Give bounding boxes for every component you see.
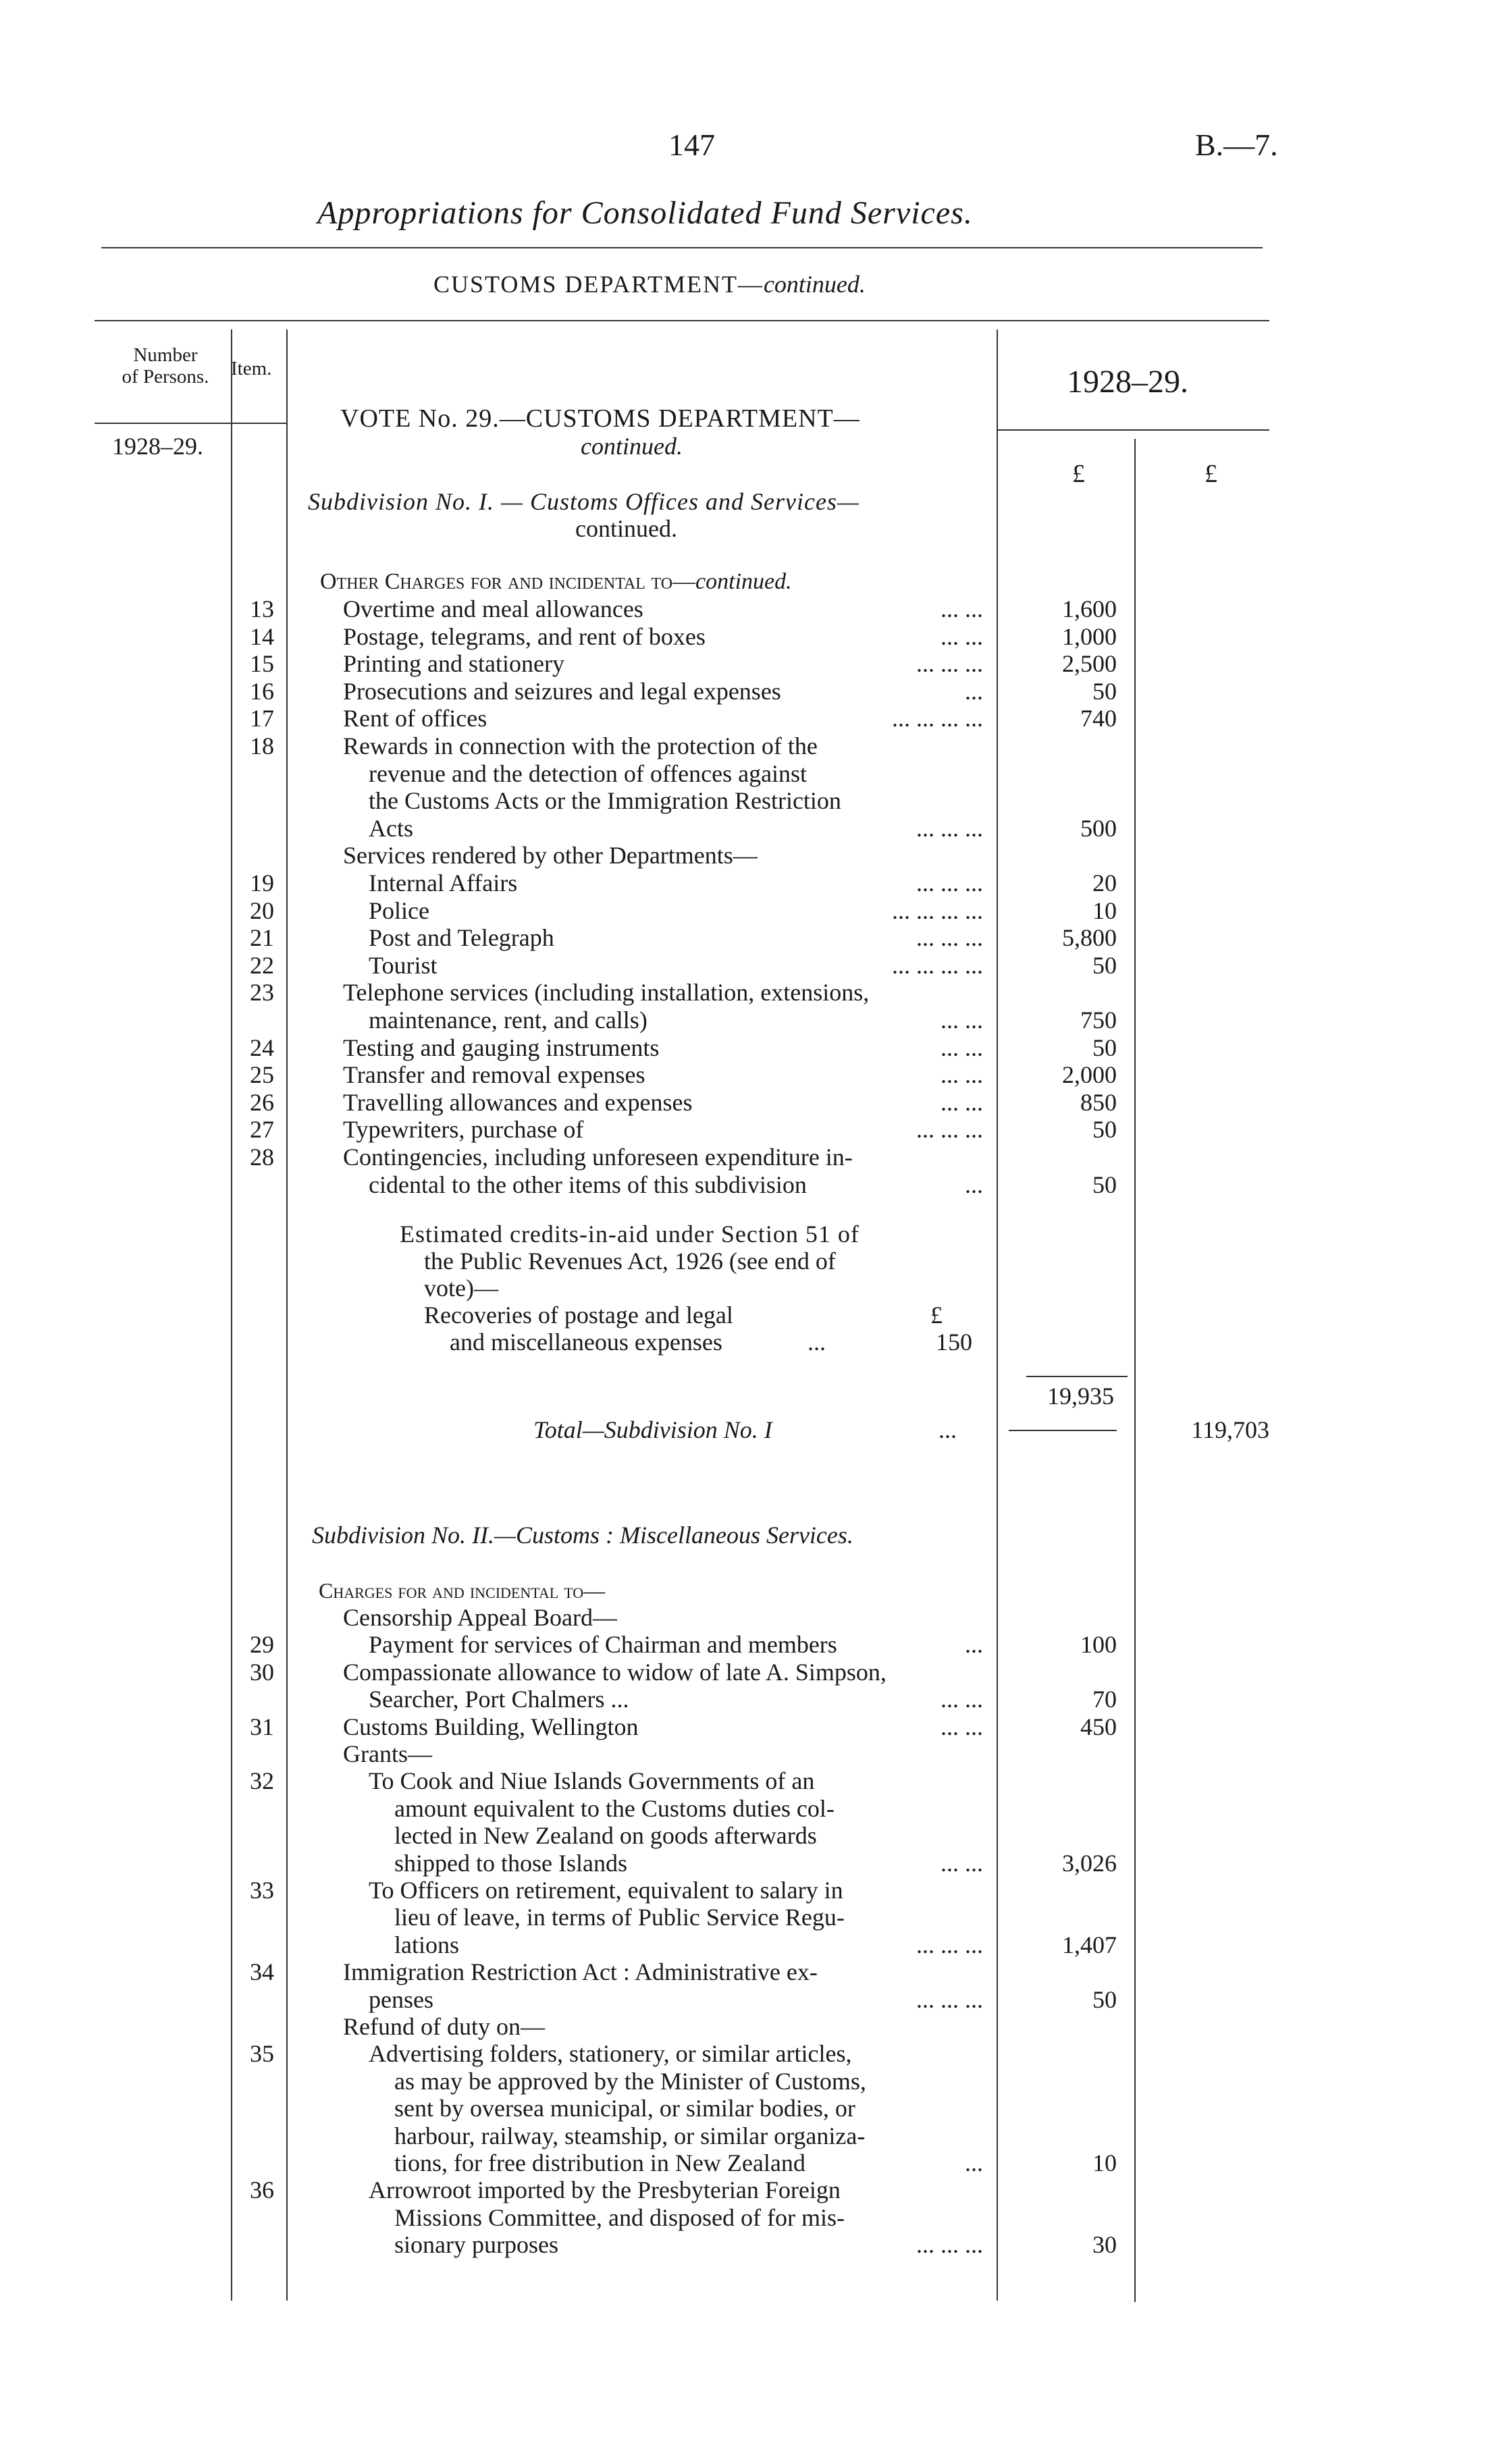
item-description: To Cook and Niue Islands Governments of an [369,1767,815,1795]
item-number: 22 [250,951,274,979]
credits-amount: 150 [936,1329,972,1356]
item-leader-dots: ... ... [941,1686,983,1713]
item-amount: 70 [1092,1686,1117,1713]
item-description: Arrowroot imported by the Presbyterian Foreign [369,2176,841,2204]
item-leader-dots: ... ... [941,1061,983,1089]
item-amount: 1,600 [1062,595,1117,622]
pound-header-2: £ [1205,460,1217,488]
item-description: shipped to those Islands [394,1849,627,1877]
item-amount: 450 [1080,1713,1117,1740]
item-description: Censorship Appeal Board— [343,1604,617,1631]
item-description: Tourist [369,951,438,979]
item-leader-dots: ... [965,1171,983,1198]
item-description: Telephone services (including installation, extensions, [343,979,870,1007]
item-leader-dots: ... ... ... [916,1116,983,1144]
page-title: Appropriations for Consolidated Fund Services. [317,195,973,231]
item-number: 28 [250,1144,274,1171]
subtotal-column-rule [1134,439,1136,2302]
item-amount: 50 [1092,951,1117,979]
subdivision-1-charges-heading [320,568,792,595]
item-description: Rent of offices [343,705,487,732]
credits-line-4: Recoveries of postage and legal [424,1302,733,1329]
item-description: penses [369,1985,433,2013]
item-number: 30 [250,1658,274,1686]
total-subdivision-1-label: Total—Subdivision No. I [533,1416,772,1443]
persons-header [101,344,230,387]
item-description: Refund of duty on— [343,2013,545,2040]
item-leader-dots: ... ... [941,622,983,650]
item-description: Advertising folders, stationery, or similar articles, [369,2040,852,2068]
item-number: 29 [250,1631,274,1659]
item-amount: 1,000 [1062,622,1117,650]
item-number: 14 [250,622,274,650]
item-description: Typewriters, purchase of [343,1116,584,1144]
subtotal-rule-bottom [1009,1430,1117,1431]
department-heading-text: CUSTOMS DEPARTMENT— [433,271,764,298]
department-heading-continued: continued. [763,271,866,298]
subdivision-1-heading-continued: continued. [575,515,677,542]
item-description: sent by oversea municipal, or similar bodies, or [394,2095,855,2122]
item-number: 31 [250,1713,274,1740]
table-top-rule [95,320,1269,321]
item-amount: 50 [1092,1034,1117,1061]
item-number: 36 [250,2176,274,2204]
item-number: 15 [250,650,274,678]
item-description: harbour, railway, steamship, or similar organiza- [394,2122,866,2149]
persons-header-line2: of Persons. [122,366,209,387]
item-leader-dots: ... ... [941,1088,983,1116]
credits-pound: £ [930,1302,943,1329]
item-number: 16 [250,677,274,705]
item-description: Testing and gauging instruments [343,1034,660,1061]
item-description: lected in New Zealand on goods afterwards [394,1822,817,1850]
charges-heading-continued: continued. [695,569,792,594]
item-description: Customs Building, Wellington [343,1713,639,1740]
item-amount: 750 [1080,1007,1117,1034]
item-description: Contingencies, including unforeseen expenditure in- [343,1144,853,1171]
subtotal-amount: 19,935 [1047,1383,1114,1410]
item-description: Rewards in connection with the protection of the [343,732,818,759]
item-number: 24 [250,1034,274,1061]
item-header: Item. [231,358,272,379]
item-number: 25 [250,1061,274,1089]
subdivision-2-heading: Subdivision No. II.—Customs : Miscellaneous Services. [312,1522,853,1549]
credits-line-2: the Public Revenues Act, 1926 (see end of [424,1248,836,1275]
year-header: 1928–29. [1067,364,1188,400]
item-amount: 30 [1092,2231,1117,2259]
item-leader-dots: ... ... ... [916,869,983,896]
item-leader-dots: ... ... ... [916,1931,983,1958]
item-number: 18 [250,732,274,759]
item-amount: 5,800 [1062,924,1117,952]
item-description: Overtime and meal allowances [343,595,643,622]
item-leader-dots: ... ... [941,1007,983,1034]
item-leader-dots: ... ... ... [916,814,983,842]
item-number: 19 [250,869,274,896]
item-description: Services rendered by other Departments— [343,842,758,869]
item-description: Printing and stationery [343,650,564,678]
item-amount: 50 [1092,1985,1117,2013]
amount-column-rule [997,329,998,2301]
item-number: 33 [250,1877,274,1904]
document-reference: B.—7. [1195,128,1278,162]
item-description: as may be approved by the Minister of Customs, [394,2067,866,2095]
persons-header-rule [95,423,286,424]
item-leader-dots: ... ... ... ... [892,896,983,924]
item-amount: 50 [1092,677,1117,705]
item-number: 32 [250,1767,274,1795]
vote-heading-continued: continued. [581,433,683,460]
item-description: Immigration Restriction Act : Administrative ex- [343,1958,818,1986]
item-leader-dots: ... ... ... [916,1985,983,2013]
item-amount: 10 [1092,896,1117,924]
item-leader-dots: ... ... ... ... [892,705,983,732]
vote-heading: VOTE No. 29.—CUSTOMS DEPARTMENT— [340,404,860,433]
item-leader-dots: ... ... [941,595,983,622]
item-description: Grants— [343,1740,432,1767]
item-amount: 2,500 [1062,650,1117,678]
item-leader-dots: ... ... [941,1849,983,1877]
item-number: 21 [250,924,274,952]
item-amount: 10 [1092,2149,1117,2176]
item-leader-dots: ... ... [941,1713,983,1740]
item-number: 17 [250,705,274,732]
item-description: Compassionate allowance to widow of late A. Simpson, [343,1658,887,1686]
item-amount: 740 [1080,705,1117,732]
item-number: 34 [250,1958,274,1986]
page-number: 147 [668,128,715,162]
item-description: amount equivalent to the Customs duties col- [394,1794,835,1822]
title-rule [101,247,1263,248]
item-leader-dots: ... ... ... ... [892,951,983,979]
item-description: Internal Affairs [369,869,518,896]
subdivision-1-heading: Subdivision No. I. — Customs Offices and Services— [308,488,860,515]
item-leader-dots: ... [965,1631,983,1659]
item-number: 35 [250,2040,274,2068]
total-subdivision-1-leader: ... [938,1416,957,1443]
item-leader-dots: ... ... [941,1034,983,1061]
pound-header-1: £ [1072,460,1085,488]
item-number: 13 [250,595,274,622]
item-description: lations [394,1931,459,1958]
item-number: 23 [250,979,274,1007]
grand-total-amount: 119,703 [1191,1416,1269,1443]
subdivision-2-charges-heading: Charges for and incidental to— [319,1578,606,1603]
item-amount: 1,407 [1062,1931,1117,1958]
item-leader-dots: ... [965,2149,983,2176]
item-leader-dots: ... [965,677,983,705]
persons-year: 1928–29. [112,433,203,460]
credits-line-1: Estimated credits-in-aid under Section 51 of [400,1221,860,1248]
item-amount: 850 [1080,1088,1117,1116]
item-leader-dots: ... ... ... [916,924,983,952]
item-description: Police [369,896,429,924]
item-leader-dots: ... ... ... [916,650,983,678]
item-number: 27 [250,1116,274,1144]
item-description: Payment for services of Chairman and members [369,1631,837,1659]
item-amount: 500 [1080,814,1117,842]
item-amount: 50 [1092,1116,1117,1144]
item-description: cidental to the other items of this subdivision [369,1171,807,1198]
item-description: tions, for free distribution in New Zealand [394,2149,805,2176]
persons-header-line1: Number [133,344,198,366]
item-description: To Officers on retirement, equivalent to salary in [369,1877,843,1904]
department-heading [433,270,866,298]
credits-line-5: and miscellaneous expenses [450,1329,722,1356]
item-description: the Customs Acts or the Immigration Restriction [369,787,841,815]
charges-heading-text: Other Charges for and incidental to— [320,569,696,594]
item-amount: 3,026 [1062,1849,1117,1877]
item-amount: 20 [1092,869,1117,896]
item-column-rule [286,329,288,2301]
item-description: revenue and the detection of offences against [369,759,808,787]
subtotal-rule-top [1026,1376,1128,1377]
item-description: Missions Committee, and disposed of for mis- [394,2203,845,2231]
item-description: maintenance, rent, and calls) [369,1007,647,1034]
item-description: Acts [369,814,413,842]
item-number: 26 [250,1088,274,1116]
item-amount: 100 [1080,1631,1117,1659]
item-description: Postage, telegrams, and rent of boxes [343,622,706,650]
item-description: Searcher, Port Chalmers ... [369,1686,629,1713]
item-description: Prosecutions and seizures and legal expenses [343,677,781,705]
item-description: lieu of leave, in terms of Public Service Regu- [394,1904,845,1931]
item-number: 20 [250,896,274,924]
item-amount: 50 [1092,1171,1117,1198]
item-description: sionary purposes [394,2231,558,2259]
item-leader-dots: ... ... ... [916,2231,983,2259]
item-amount: 2,000 [1062,1061,1117,1089]
item-description: Post and Telegraph [369,924,554,952]
credits-leader: ... [808,1329,826,1356]
item-description: Transfer and removal expenses [343,1061,645,1089]
item-description: Travelling allowances and expenses [343,1088,693,1116]
credits-line-3: vote)— [424,1275,498,1302]
year-header-rule [997,429,1269,431]
